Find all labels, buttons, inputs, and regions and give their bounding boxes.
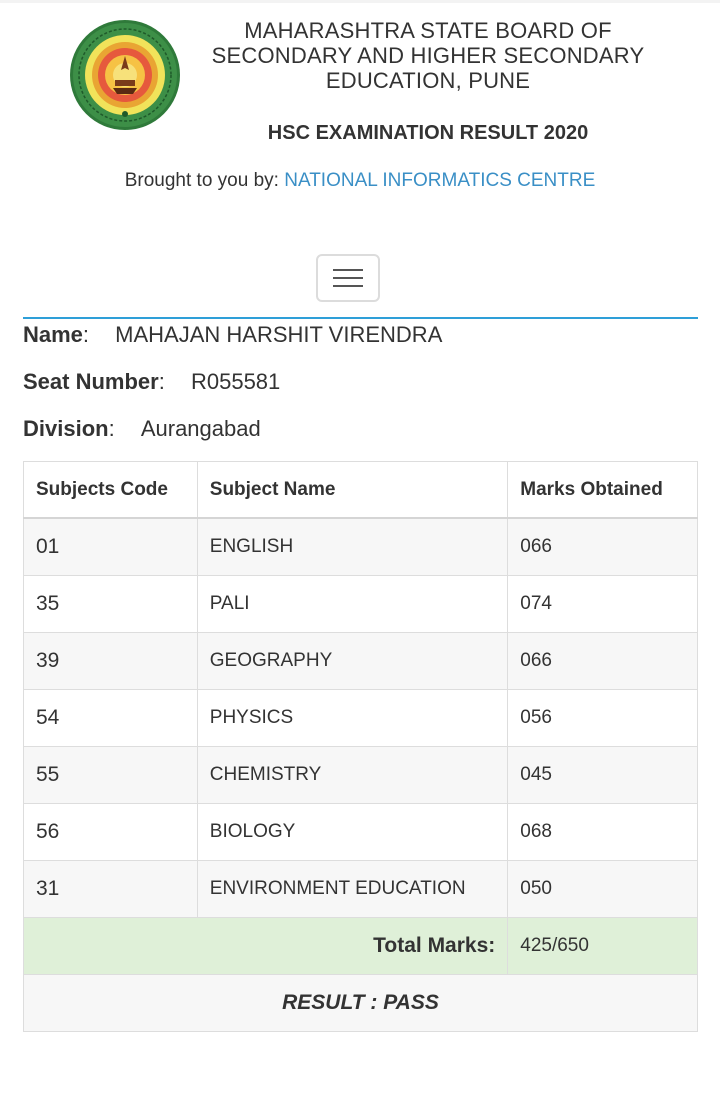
subject-marks: 074 — [508, 576, 698, 633]
result-status: RESULT : PASS — [24, 975, 698, 1032]
hamburger-menu-icon — [333, 269, 363, 271]
page-header — [0, 0, 720, 220]
table-row — [24, 576, 698, 633]
nic-link[interactable]: NATIONAL INFORMATICS CENTRE — [284, 170, 596, 191]
subject-name: CHEMISTRY — [197, 747, 508, 804]
subject-name: ENVIRONMENT EDUCATION — [197, 861, 508, 918]
board-title-line3: EDUCATION, PUNE — [325, 68, 531, 93]
table-row — [24, 633, 698, 690]
subject-code: 35 — [24, 576, 198, 633]
marks-table — [23, 461, 698, 1032]
subject-name: ENGLISH — [197, 518, 508, 576]
board-title-line1: MAHARASHTRA STATE BOARD OF — [244, 18, 612, 43]
exam-title: HSC EXAMINATION RESULT 2020 — [267, 122, 589, 144]
subject-code: 54 — [24, 690, 198, 747]
total-marks-row — [24, 918, 698, 975]
seat-number-value: R055581 — [190, 369, 281, 394]
subject-marks: 068 — [508, 804, 698, 861]
name-label: Name — [23, 322, 83, 347]
section-divider — [23, 317, 698, 319]
hamburger-menu-icon — [333, 277, 363, 279]
division-label: Division — [23, 416, 109, 441]
subject-code: 56 — [24, 804, 198, 861]
table-row — [24, 804, 698, 861]
navbar-toggle-button[interactable] — [316, 254, 380, 302]
hamburger-menu-icon — [333, 285, 363, 287]
subject-marks: 056 — [508, 690, 698, 747]
seat-number-label: Seat Number — [23, 369, 159, 394]
header-subject-code: Subjects Code — [24, 462, 198, 519]
subject-name: PALI — [197, 576, 508, 633]
subject-name: BIOLOGY — [197, 804, 508, 861]
table-row — [24, 690, 698, 747]
table-header-row — [24, 462, 698, 519]
result-row — [24, 975, 698, 1032]
board-title — [200, 18, 656, 93]
subject-marks: 045 — [508, 747, 698, 804]
subject-marks: 066 — [508, 633, 698, 690]
subject-marks: 066 — [508, 518, 698, 576]
subject-marks: 050 — [508, 861, 698, 918]
subject-code: 31 — [24, 861, 198, 918]
total-marks-value: 425/650 — [508, 918, 698, 975]
subject-name: PHYSICS — [197, 690, 508, 747]
table-row — [24, 747, 698, 804]
brought-by-line — [0, 170, 720, 192]
board-title-line2: SECONDARY AND HIGHER SECONDARY — [211, 43, 645, 68]
student-name-row: Name: MAHAJAN HARSHIT VIRENDRA — [23, 322, 443, 347]
brought-by-label: Brought to you by: — [124, 170, 279, 191]
table-row — [24, 861, 698, 918]
subject-code: 55 — [24, 747, 198, 804]
division-row: Division: Aurangabad — [23, 416, 261, 441]
board-emblem-logo — [68, 18, 182, 132]
header-subject-name: Subject Name — [197, 462, 508, 519]
division-value: Aurangabad — [140, 416, 261, 441]
header-marks-obtained: Marks Obtained — [508, 462, 698, 519]
total-marks-label: Total Marks: — [24, 918, 508, 975]
subject-name: GEOGRAPHY — [197, 633, 508, 690]
subject-code: 01 — [24, 518, 198, 576]
seat-number-row: Seat Number: R055581 — [23, 369, 281, 394]
subject-code: 39 — [24, 633, 198, 690]
name-value: MAHAJAN HARSHIT VIRENDRA — [115, 322, 443, 347]
table-row — [24, 518, 698, 576]
